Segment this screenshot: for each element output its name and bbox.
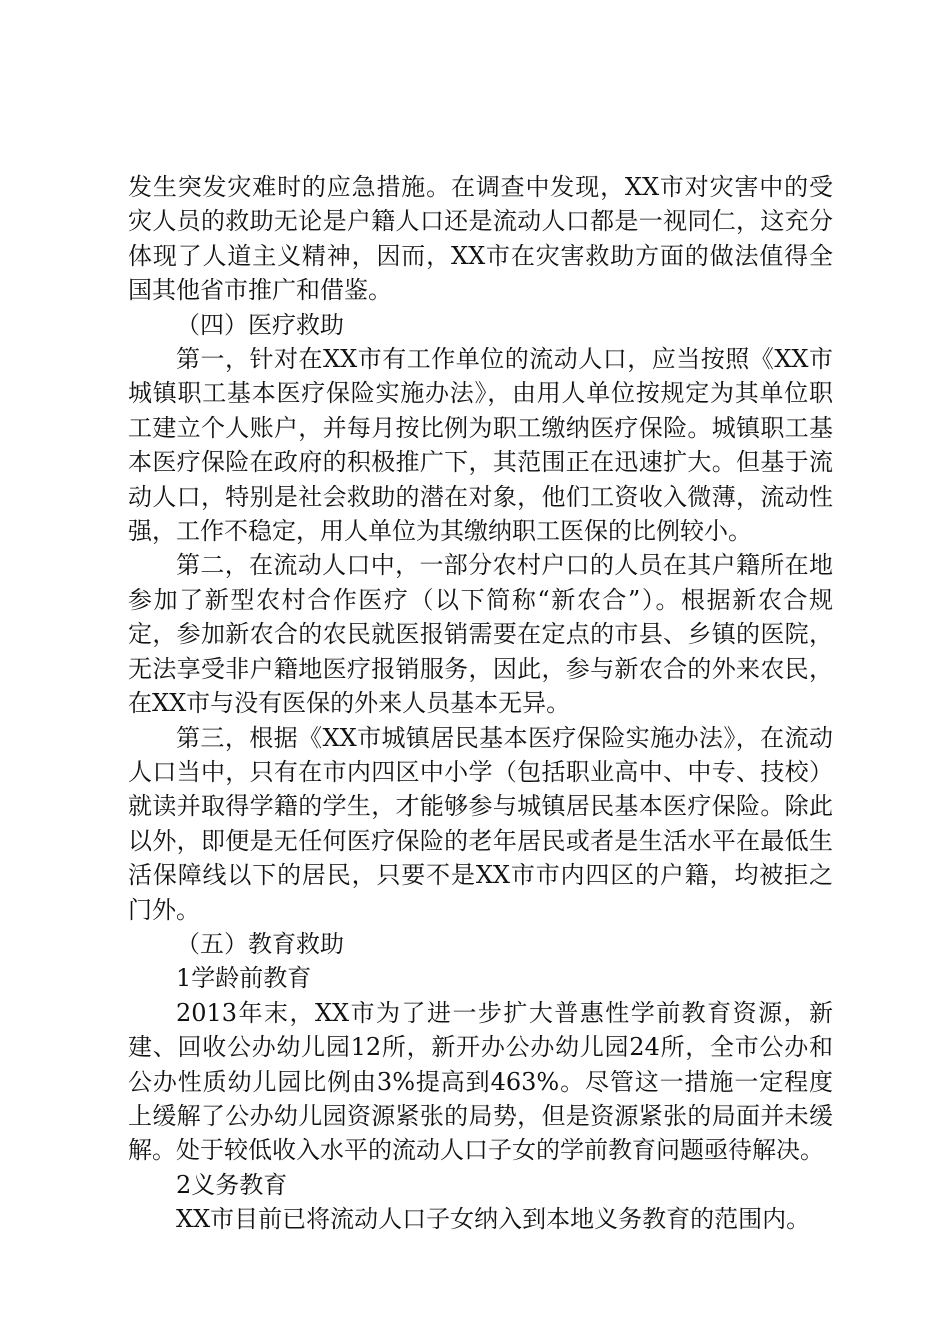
subheading-preschool-education: 1学龄前教育 [176,964,312,993]
section-heading-education-aid: （五）教育救助 [176,929,344,958]
paragraph-compulsory: XX市目前已将流动人口子女纳入到本地义务教育的范围内。 [176,1205,811,1234]
paragraph-disaster-relief-end: 发生突发灾难时的应急措施。在调查中发现，XX市对灾害中的受灾人员的救助无论是户籍人口还是流动人口都是一视同仁，这充分体现了人道主义精神，因而，XX市在灾害救助方面的做法值得全国其他省市推广和借鉴。 [128,173,833,305]
paragraph-medical-second: 第二，在流动人口中，一部分农村户口的人员在其户籍所在地参加了新型农村合作医疗（以下简称“新农合”）。根据新农合规定，参加新农合的农民就医报销需要在定点的市县、乡镇的医院，无法享受非户籍地医疗报销服务，因此，参与新农合的外来农民，在XX市与没有医保的外来人员基本无异。 [128,551,833,718]
paragraph-preschool: 2013年末，XX市为了进一步扩大普惠性学前教育资源，新建、回收公办幼儿园12所，新开办公办幼儿园24所，全市公办和公办性质幼儿园比例由3%提高到463%。尽管这一措施一定程度上缓解了公办幼儿园资源紧张的局势，但是资源紧张的局面并未缓解。处于较低收入水平的流动人口子女的学前教育问题亟待解决。 [128,998,833,1165]
paragraph-medical-first: 第一，针对在XX市有工作单位的流动人口，应当按照《XX市城镇职工基本医疗保险实施办法》，由用人单位按规定为其单位职工建立个人账户，并每月按比例为职工缴纳医疗保险。城镇职工基本医疗保险在政府的积极推广下，其范围正在迅速扩大。但基于流动人口，特别是社会救助的潜在对象，他们工资收入微薄，流动性强，工作不稳定，用人单位为其缴纳职工医保的比例较小。 [128,345,833,546]
paragraph-medical-third: 第三，根据《XX市城镇居民基本医疗保险实施办法》，在流动人口当中，只有在市内四区中小学（包括职业高中、中专、技校）就读并取得学籍的学生，才能够参与城镇居民基本医疗保险。除此以外，即便是无任何医疗保险的老年居民或者是生活水平在最低生活保障线以下的居民，只要不是XX市市内四区的户籍，均被拒之门外。 [128,723,833,924]
document-page [128,170,833,1237]
subheading-compulsory-education: 2义务教育 [176,1170,288,1199]
section-heading-medical-aid: （四）医疗救助 [176,310,344,339]
